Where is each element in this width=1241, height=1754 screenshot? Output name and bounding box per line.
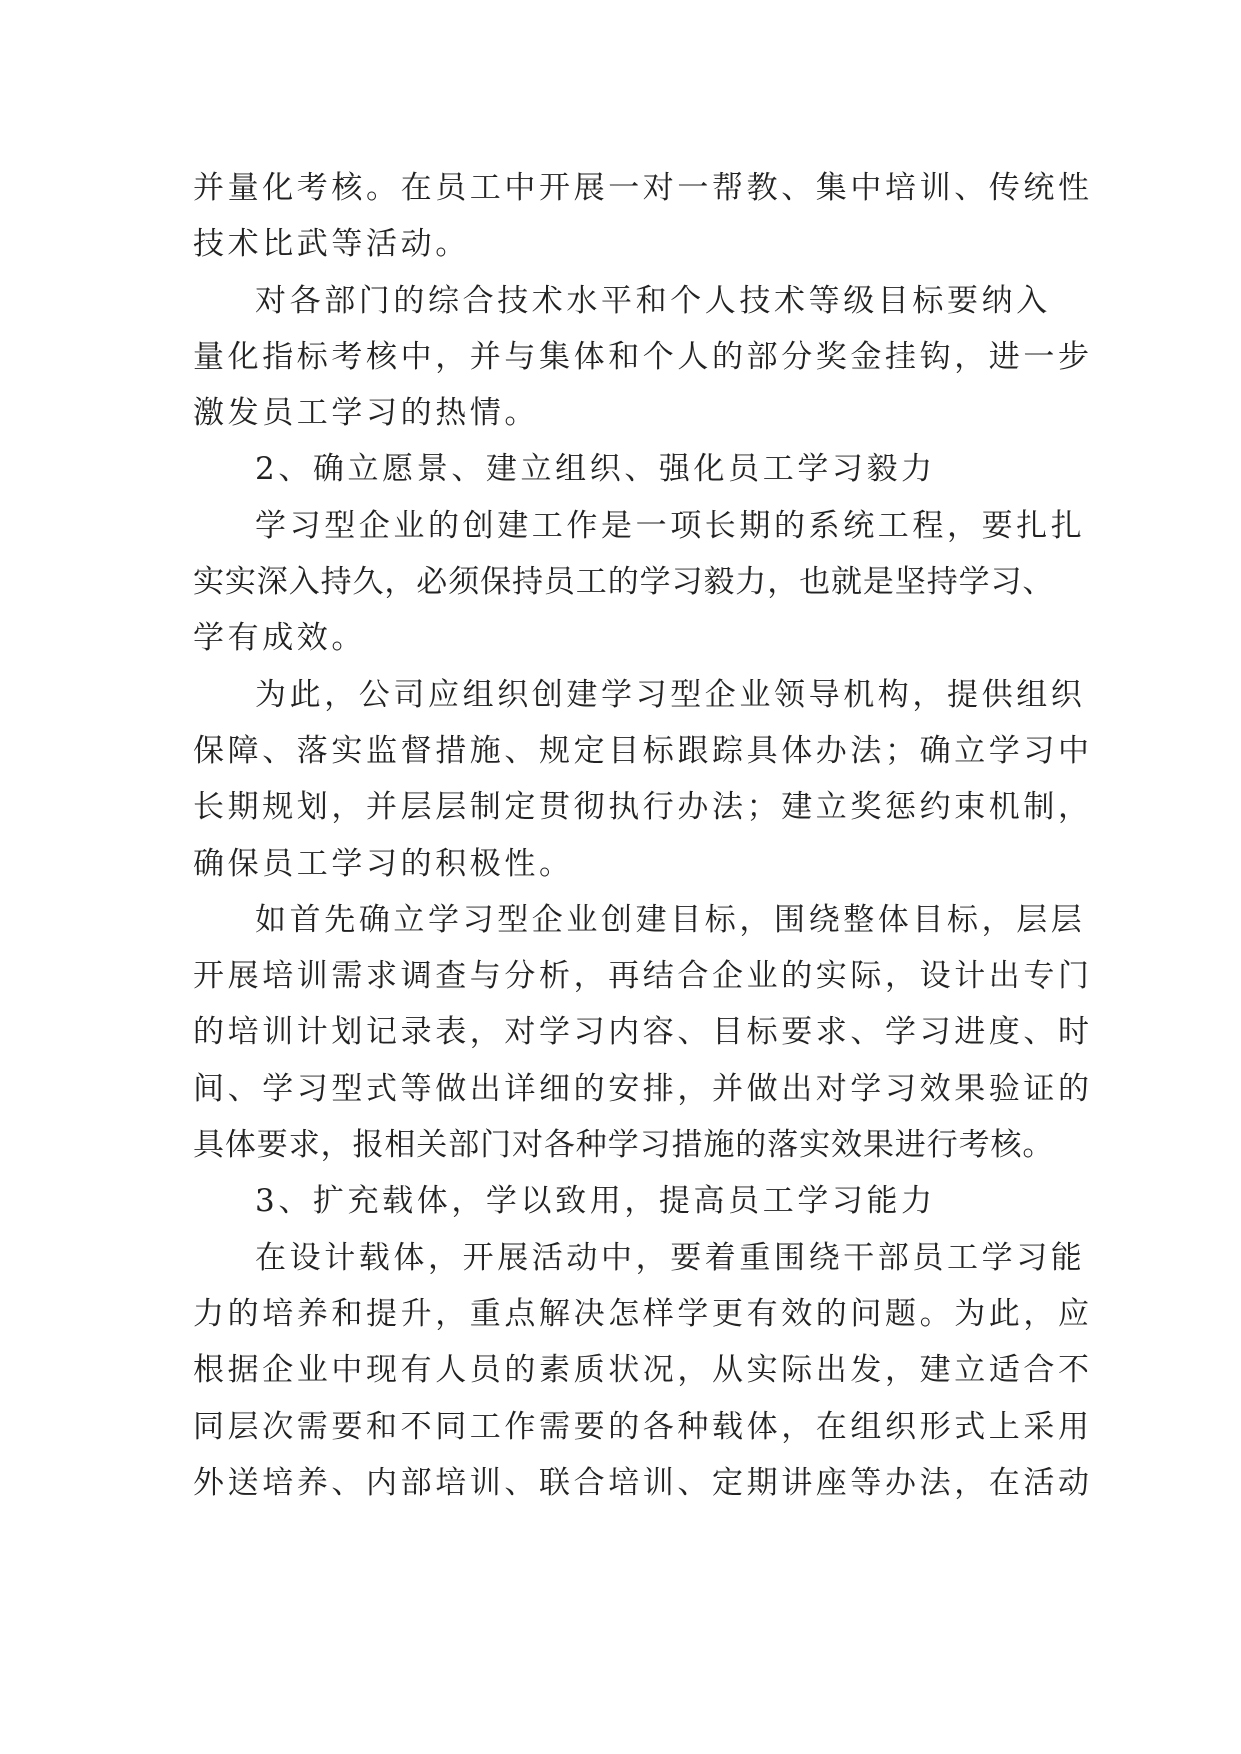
section-heading: 3、扩充载体，学以致用，提高员工学习能力 [255, 1183, 936, 1220]
text-line: 的培训计划记录表，对学习内容、目标要求、学习进度、时 [193, 1014, 1093, 1051]
paragraph-start-line: 对各部门的综合技术水平和个人技术等级目标要纳入 [255, 282, 1051, 319]
section-heading: 2、确立愿景、建立组织、强化员工学习毅力 [255, 451, 936, 488]
text-line: 长期规划，并层层制定贯彻执行办法；建立奖惩约束机制， [193, 789, 1093, 826]
text-line: 间、学习型式等做出详细的安排，并做出对学习效果验证的 [193, 1070, 1093, 1107]
text-line: 并量化考核。在员工中开展一对一帮教、集中培训、传统性 [193, 170, 1093, 206]
text-line: 量化指标考核中，并与集体和个人的部分奖金挂钩，进一步 [193, 338, 1093, 375]
paragraph-start-line: 在设计载体，开展活动中，要着重围绕干部员工学习能 [255, 1239, 1086, 1276]
text-line: 确保员工学习的积极性。 [193, 845, 574, 882]
text-line: 外送培养、内部培训、联合培训、定期讲座等办法，在活动 [193, 1464, 1093, 1501]
document-body [193, 160, 1093, 1511]
text-line: 根据企业中现有人员的素质状况，从实际出发，建立适合不 [193, 1352, 1093, 1389]
paragraph-start-line: 学习型企业的创建工作是一项长期的系统工程，要扎扎 [255, 507, 1086, 544]
paragraph-start-line: 如首先确立学习型企业创建目标，围绕整体目标，层层 [255, 901, 1086, 938]
text-line: 力的培养和提升，重点解决怎样学更有效的问题。为此，应 [193, 1295, 1093, 1332]
text-line: 开展培训需求调查与分析，再结合企业的实际，设计出专门 [193, 958, 1093, 995]
text-line: 保障、落实监督措施、规定目标跟踪具体办法；确立学习中 [193, 732, 1093, 769]
text-line: 学有成效。 [193, 620, 366, 657]
text-line: 实实深入持久，必须保持员工的学习毅力，也就是坚持学习、 [193, 564, 1055, 601]
text-line: 技术比武等活动。 [193, 226, 470, 263]
text-line: 激发员工学习的热情。 [193, 395, 539, 432]
text-line: 同层次需要和不同工作需要的各种载体，在组织形式上采用 [193, 1408, 1093, 1445]
text-line: 具体要求，报相关部门对各种学习措施的落实效果进行考核。 [193, 1127, 1055, 1164]
paragraph-start-line: 为此，公司应组织创建学习型企业领导机构，提供组织 [255, 676, 1086, 713]
